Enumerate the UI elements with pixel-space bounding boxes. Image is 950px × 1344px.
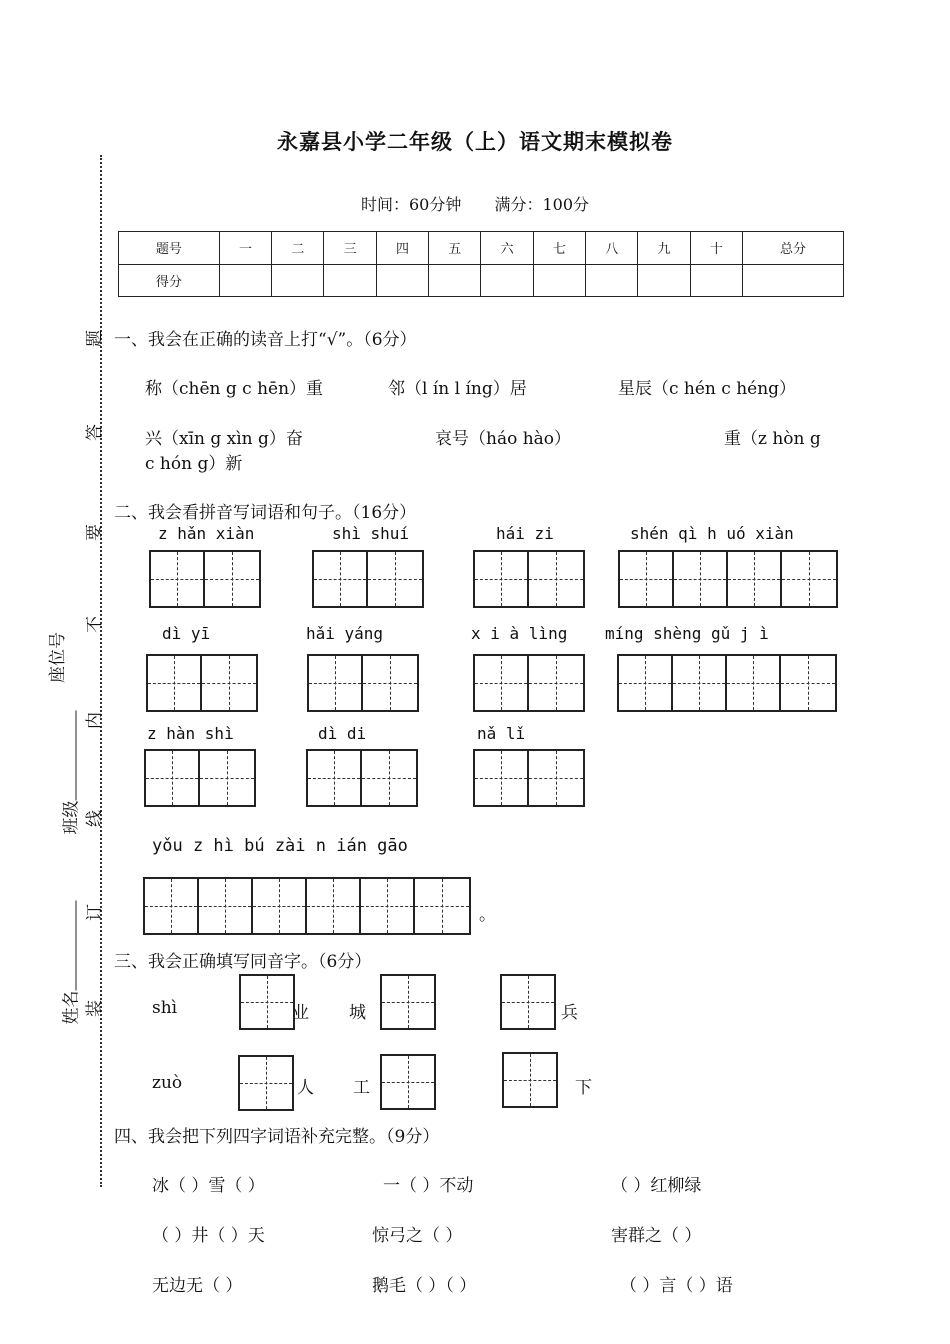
q2-pinyin: shì shuí — [332, 524, 410, 543]
q3-answer-box[interactable] — [500, 974, 556, 1030]
q2-sentence-grid[interactable] — [143, 877, 471, 935]
q2-writing-grid[interactable] — [473, 550, 585, 608]
q3-heading: 三、我会正确填写同音字。（6分） — [114, 952, 372, 972]
score-header-cell: 总分 — [742, 232, 843, 265]
q2-pinyin: dì yī — [162, 624, 211, 643]
q4-item[interactable]: 害群之（ ） — [611, 1226, 702, 1246]
score-cell[interactable] — [219, 264, 271, 297]
q4-heading: 四、我会把下列四字词语补充完整。（9分） — [114, 1127, 440, 1147]
q2-writing-grid[interactable] — [473, 749, 585, 807]
score-header-cell: 八 — [586, 232, 638, 265]
score-header-cell: 三 — [324, 232, 376, 265]
q1-item[interactable]: 称（chēn g c hēn）重 — [145, 379, 324, 399]
q1-item[interactable]: 重（z hòn g — [724, 429, 821, 449]
q3-char: 人 — [297, 1078, 314, 1098]
q4-item[interactable]: 无边无（ ） — [152, 1276, 243, 1296]
score-cell[interactable] — [376, 264, 428, 297]
score-header-cell: 四 — [376, 232, 428, 265]
score-header-cell: 题号 — [119, 232, 220, 265]
score-cell[interactable] — [481, 264, 533, 297]
q2-pinyin: dì di — [318, 724, 367, 743]
q2-writing-grid[interactable] — [144, 749, 256, 807]
q2-writing-grid[interactable] — [617, 654, 837, 712]
sentence-period: 。 — [479, 905, 496, 925]
q3-answer-box[interactable] — [502, 1052, 558, 1108]
q2-pinyin: míng shèng gǔ j ì — [605, 624, 769, 643]
q4-item[interactable]: 冰（ ）雪（ ） — [152, 1176, 265, 1196]
q2-heading: 二、我会看拼音写词语和句子。（16分） — [114, 503, 417, 523]
score-cell[interactable] — [690, 264, 742, 297]
score-header-cell: 六 — [481, 232, 533, 265]
class-label: 班级 — [61, 800, 82, 835]
q1-item[interactable]: 兴（xīn g xìn g）奋 — [145, 429, 303, 449]
q2-pinyin: shén qì h uó xiàn — [630, 524, 794, 543]
q4-item[interactable]: 一（ ）不动 — [383, 1176, 474, 1196]
binding-char: 订 — [85, 904, 105, 921]
q2-writing-grid[interactable] — [306, 749, 418, 807]
q2-pinyin: z hǎn xiàn — [158, 524, 255, 543]
binding-char: 内 — [85, 712, 105, 729]
q3-answer-box[interactable] — [239, 974, 295, 1030]
q3-answer-box[interactable] — [380, 1054, 436, 1110]
score-table-header-row — [119, 232, 844, 265]
q2-writing-grid[interactable] — [146, 654, 258, 712]
q1-item[interactable]: 邻（l ín l íng）居 — [388, 379, 527, 399]
q4-item[interactable]: 惊弓之（ ） — [372, 1226, 463, 1246]
q2-sentence-pinyin: yǒu z hì bú zài n ián gāo — [152, 836, 408, 856]
score-cell[interactable] — [324, 264, 376, 297]
exam-full-score: 满分：100分 — [494, 195, 589, 214]
page-title: 永嘉县小学二年级（上）语文期末模拟卷 — [277, 129, 673, 154]
binding-char: 线 — [85, 810, 105, 827]
q3-answer-box[interactable] — [238, 1055, 294, 1111]
score-cell[interactable] — [533, 264, 585, 297]
q3-pinyin: shì — [152, 998, 178, 1018]
q1-item[interactable]: 星辰（c hén c héng） — [618, 379, 797, 399]
score-cell[interactable] — [272, 264, 324, 297]
score-cell[interactable] — [429, 264, 481, 297]
score-header-cell: 九 — [638, 232, 690, 265]
q1-item[interactable]: 哀号（háo hào） — [435, 429, 572, 449]
q2-writing-grid[interactable] — [307, 654, 419, 712]
q4-item[interactable]: （ ）井（ ）天 — [152, 1226, 265, 1246]
binding-char: 题 — [85, 330, 105, 347]
q3-answer-box[interactable] — [380, 974, 436, 1030]
q2-writing-grid[interactable] — [149, 550, 261, 608]
score-cell[interactable] — [638, 264, 690, 297]
q3-char: 下 — [575, 1078, 592, 1098]
score-cell[interactable] — [586, 264, 638, 297]
q4-item[interactable]: （ ）言（ ）语 — [620, 1276, 733, 1296]
binding-char: 装 — [85, 1000, 105, 1017]
q4-item[interactable]: （ ）红柳绿 — [611, 1176, 702, 1196]
q3-pinyin: zuò — [152, 1073, 183, 1093]
q2-pinyin: nǎ lǐ — [477, 724, 526, 743]
q2-pinyin: x i à lìng — [471, 624, 568, 643]
score-header-cell: 十 — [690, 232, 742, 265]
q2-pinyin: hǎi yáng — [306, 624, 384, 643]
q3-char: 工 — [353, 1078, 370, 1098]
class-field[interactable] — [57, 711, 82, 835]
name-field[interactable] — [57, 901, 82, 1025]
exam-time: 时间：60分钟 — [360, 195, 462, 214]
score-header-cell: 二 — [272, 232, 324, 265]
q3-char: 城 — [349, 1003, 366, 1023]
score-table-score-row — [119, 264, 844, 297]
q4-item[interactable]: 鹅毛（ ）（ ） — [372, 1276, 477, 1296]
binding-char: 要 — [85, 524, 105, 541]
q3-char: 兵 — [561, 1003, 578, 1023]
exam-meta — [0, 192, 950, 215]
q2-writing-grid[interactable] — [618, 550, 838, 608]
q1-item[interactable]: c hón g）新 — [145, 454, 243, 474]
score-row-label: 得分 — [119, 264, 220, 297]
q2-pinyin: hái zi — [496, 524, 554, 543]
q3-char: 业 — [292, 1003, 309, 1023]
q2-writing-grid[interactable] — [312, 550, 424, 608]
name-label: 姓名 — [61, 990, 82, 1025]
score-header-cell: 一 — [219, 232, 271, 265]
binding-dotted-line — [100, 155, 102, 1187]
score-header-cell: 七 — [533, 232, 585, 265]
seat-number-label: 座位号 — [48, 632, 68, 683]
binding-char: 不 — [85, 616, 105, 633]
binding-char: 答 — [85, 424, 105, 441]
q1-heading: 一、我会在正确的读音上打“√”。（6分） — [114, 330, 417, 350]
score-cell[interactable] — [742, 264, 843, 297]
score-table — [118, 231, 844, 297]
q2-pinyin: z hàn shì — [147, 724, 234, 743]
score-header-cell: 五 — [429, 232, 481, 265]
q2-writing-grid[interactable] — [473, 654, 585, 712]
